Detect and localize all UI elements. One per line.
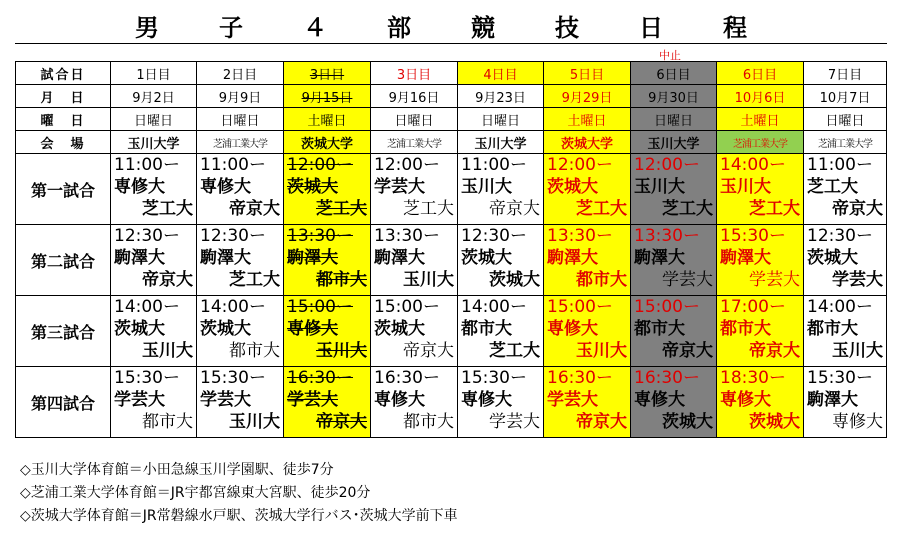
- team-a: 学芸大: [200, 390, 251, 410]
- team-b: 都市大: [576, 270, 627, 290]
- venue-notes: [20, 459, 458, 528]
- team-b: 帝京大: [316, 412, 367, 432]
- venue-cell: 芝浦工業大学: [371, 131, 458, 154]
- day-cell: 6日目: [717, 62, 804, 85]
- game-cell: [544, 367, 631, 438]
- team-b: 玉川大: [229, 412, 280, 432]
- game-cell: [111, 154, 197, 225]
- game-cell: [284, 225, 371, 296]
- game-time: 15:30ー: [807, 368, 873, 388]
- date-cell: 9月23日: [458, 85, 544, 108]
- row-game-3: [16, 296, 887, 367]
- game-cell: [717, 296, 804, 367]
- game-time: 16:30ー: [547, 368, 613, 388]
- title-underline: [15, 43, 887, 44]
- team-a: 駒澤大: [720, 248, 771, 268]
- team-a: 駒澤大: [374, 248, 425, 268]
- team-b: 芝工大: [316, 199, 367, 219]
- team-b: 都市大: [229, 341, 280, 361]
- day-cell: 1日目: [111, 62, 197, 85]
- team-b: 帝京大: [662, 341, 713, 361]
- cancelled-note: 中止: [659, 49, 681, 62]
- team-a: 学芸大: [114, 390, 165, 410]
- team-a: 玉川大: [634, 177, 685, 197]
- row-label-game: 第四試合: [16, 367, 111, 438]
- game-cell: [197, 367, 284, 438]
- row-game-4: [16, 367, 887, 438]
- venue-cell: 茨城大学: [284, 131, 371, 154]
- game-time: 12:30ー: [200, 226, 266, 246]
- team-a: 茨城大: [287, 177, 338, 197]
- day-cell: 3日目: [284, 62, 371, 85]
- team-b: 玉川大: [316, 341, 367, 361]
- team-a: 駒澤大: [634, 248, 685, 268]
- game-time: 15:00ー: [287, 297, 353, 317]
- game-time: 12:00ー: [374, 155, 440, 175]
- venue-cell: 芝浦工業大学: [197, 131, 284, 154]
- game-cell: [284, 296, 371, 367]
- venue-cell: 玉川大学: [458, 131, 544, 154]
- game-cell: [544, 225, 631, 296]
- date-cell: 9月2日: [111, 85, 197, 108]
- team-b: 都市大: [316, 270, 367, 290]
- date-cell: 9月9日: [197, 85, 284, 108]
- game-cell: [284, 154, 371, 225]
- game-time: 13:30ー: [547, 226, 613, 246]
- date-cell: 9月16日: [371, 85, 458, 108]
- game-cell: [631, 225, 717, 296]
- game-cell: [544, 154, 631, 225]
- game-cell: [458, 225, 544, 296]
- game-time: 16:30ー: [374, 368, 440, 388]
- game-time: 14:00ー: [200, 297, 266, 317]
- team-a: 茨城大: [547, 177, 598, 197]
- game-time: 15:30ー: [200, 368, 266, 388]
- team-b: 芝工大: [749, 199, 800, 219]
- game-cell: [717, 367, 804, 438]
- game-cell: [111, 367, 197, 438]
- game-cell: [631, 367, 717, 438]
- venue-cell: 茨城大学: [544, 131, 631, 154]
- team-a: 茨城大: [461, 248, 512, 268]
- team-a: 玉川大: [461, 177, 512, 197]
- game-time: 12:30ー: [807, 226, 873, 246]
- row-label-game: 第三試合: [16, 296, 111, 367]
- team-b: 玉川大: [832, 341, 883, 361]
- team-b: 帝京大: [576, 412, 627, 432]
- team-b: 玉川大: [576, 341, 627, 361]
- team-b: 茨城大: [749, 412, 800, 432]
- game-cell: [804, 296, 887, 367]
- game-time: 14:00ー: [720, 155, 786, 175]
- team-a: 都市大: [807, 319, 858, 339]
- weekday-cell: 土曜日: [544, 108, 631, 131]
- team-b: 学芸大: [749, 270, 800, 290]
- team-b: 芝工大: [489, 341, 540, 361]
- team-b: 玉川大: [142, 341, 193, 361]
- team-a: 学芸大: [547, 390, 598, 410]
- team-a: 駒澤大: [114, 248, 165, 268]
- venue-cell: 玉川大学: [111, 131, 197, 154]
- game-time: 13:30ー: [634, 226, 700, 246]
- game-cell: [804, 154, 887, 225]
- game-cell: [197, 225, 284, 296]
- game-cell: [284, 367, 371, 438]
- weekday-cell: 日曜日: [458, 108, 544, 131]
- team-a: 学芸大: [287, 390, 338, 410]
- team-a: 専修大: [547, 319, 598, 339]
- team-a: 専修大: [720, 390, 771, 410]
- team-a: 都市大: [720, 319, 771, 339]
- team-b: 帝京大: [832, 199, 883, 219]
- day-cell: 7日目: [804, 62, 887, 85]
- note-line: ◇茨城大学体育館＝JR常磐線水戸駅、茨城大学行バス･茨城大学前下車: [20, 508, 458, 524]
- game-cell: [197, 296, 284, 367]
- venue-cell: 玉川大学: [631, 131, 717, 154]
- game-cell: [371, 154, 458, 225]
- game-time: 14:00ー: [114, 297, 180, 317]
- team-b: 帝京大: [403, 341, 454, 361]
- team-a: 専修大: [634, 390, 685, 410]
- row-day: [16, 62, 887, 85]
- team-b: 芝工大: [403, 199, 454, 219]
- team-a: 専修大: [200, 177, 251, 197]
- game-cell: [631, 296, 717, 367]
- team-a: 専修大: [287, 319, 338, 339]
- row-label-venue: 会 場: [16, 131, 111, 154]
- game-time: 16:30ー: [287, 368, 353, 388]
- game-time: 11:00ー: [807, 155, 873, 175]
- game-time: 14:00ー: [461, 297, 527, 317]
- team-a: 玉川大: [720, 177, 771, 197]
- game-time: 13:30ー: [374, 226, 440, 246]
- game-time: 12:00ー: [634, 155, 700, 175]
- note-line: ◇玉川大学体育館＝小田急線玉川学園駅、徒歩7分: [20, 462, 334, 478]
- game-cell: [804, 367, 887, 438]
- day-cell: 6日目: [631, 62, 717, 85]
- team-b: 学芸大: [662, 270, 713, 290]
- game-cell: [111, 225, 197, 296]
- team-a: 専修大: [374, 390, 425, 410]
- weekday-cell: 日曜日: [111, 108, 197, 131]
- game-cell: [631, 154, 717, 225]
- game-time: 11:00ー: [461, 155, 527, 175]
- team-a: 駒澤大: [547, 248, 598, 268]
- date-cell: 9月29日: [544, 85, 631, 108]
- team-b: 茨城大: [489, 270, 540, 290]
- date-cell: 9月30日: [631, 85, 717, 108]
- team-b: 芝工大: [662, 199, 713, 219]
- row-date: [16, 85, 887, 108]
- row-label-date: 月 日: [16, 85, 111, 108]
- game-time: 15:30ー: [461, 368, 527, 388]
- weekday-cell: 土曜日: [284, 108, 371, 131]
- row-venue: [16, 131, 887, 154]
- weekday-cell: 日曜日: [371, 108, 458, 131]
- game-time: 12:00ー: [287, 155, 353, 175]
- game-cell: [458, 367, 544, 438]
- row-label-game: 第二試合: [16, 225, 111, 296]
- team-b: 都市大: [403, 412, 454, 432]
- date-cell: 10月6日: [717, 85, 804, 108]
- team-b: 帝京大: [142, 270, 193, 290]
- team-a: 都市大: [461, 319, 512, 339]
- game-cell: [544, 296, 631, 367]
- schedule-table: [15, 61, 887, 438]
- game-time: 15:00ー: [634, 297, 700, 317]
- team-b: 都市大: [142, 412, 193, 432]
- game-cell: [197, 154, 284, 225]
- game-time: 12:30ー: [461, 226, 527, 246]
- game-time: 18:30ー: [720, 368, 786, 388]
- game-time: 16:30ー: [634, 368, 700, 388]
- row-game-1: [16, 154, 887, 225]
- venue-cell: 芝浦工業大学: [717, 131, 804, 154]
- game-time: 12:00ー: [547, 155, 613, 175]
- team-b: 帝京大: [489, 199, 540, 219]
- game-cell: [717, 225, 804, 296]
- game-time: 15:30ー: [720, 226, 786, 246]
- game-cell: [804, 225, 887, 296]
- row-game-2: [16, 225, 887, 296]
- game-time: 11:00ー: [114, 155, 180, 175]
- row-label-weekday: 曜 日: [16, 108, 111, 131]
- team-b: 芝工大: [576, 199, 627, 219]
- team-b: 学芸大: [832, 270, 883, 290]
- game-cell: [371, 225, 458, 296]
- weekday-cell: 日曜日: [197, 108, 284, 131]
- team-a: 学芸大: [374, 177, 425, 197]
- row-weekday: [16, 108, 887, 131]
- venue-cell: 芝浦工業大学: [804, 131, 887, 154]
- game-cell: [371, 367, 458, 438]
- day-cell: 3日目: [371, 62, 458, 85]
- day-cell: 4日目: [458, 62, 544, 85]
- game-time: 12:30ー: [114, 226, 180, 246]
- team-a: 茨城大: [807, 248, 858, 268]
- weekday-cell: 日曜日: [804, 108, 887, 131]
- date-cell: 9月15日: [284, 85, 371, 108]
- team-b: 茨城大: [662, 412, 713, 432]
- team-b: 芝工大: [229, 270, 280, 290]
- team-a: 茨城大: [200, 319, 251, 339]
- team-b: 玉川大: [403, 270, 454, 290]
- game-cell: [371, 296, 458, 367]
- game-time: 17:00ー: [720, 297, 786, 317]
- team-a: 駒澤大: [807, 390, 858, 410]
- team-a: 芝工大: [807, 177, 858, 197]
- team-a: 茨城大: [374, 319, 425, 339]
- team-b: 芝工大: [142, 199, 193, 219]
- team-a: 駒澤大: [200, 248, 251, 268]
- team-b: 帝京大: [229, 199, 280, 219]
- team-a: 専修大: [114, 177, 165, 197]
- game-cell: [458, 296, 544, 367]
- team-a: 専修大: [461, 390, 512, 410]
- team-b: 学芸大: [489, 412, 540, 432]
- team-b: 専修大: [832, 412, 883, 432]
- game-cell: [717, 154, 804, 225]
- game-time: 11:00ー: [200, 155, 266, 175]
- team-a: 駒澤大: [287, 248, 338, 268]
- team-a: 都市大: [634, 319, 685, 339]
- day-cell: 5日目: [544, 62, 631, 85]
- row-label-game: 第一試合: [16, 154, 111, 225]
- weekday-cell: 土曜日: [717, 108, 804, 131]
- game-time: 15:00ー: [547, 297, 613, 317]
- weekday-cell: 日曜日: [631, 108, 717, 131]
- game-time: 13:30ー: [287, 226, 353, 246]
- page-title: 男 子 ４ 部 競 技 日 程: [135, 14, 765, 42]
- team-b: 帝京大: [749, 341, 800, 361]
- game-time: 14:00ー: [807, 297, 873, 317]
- game-cell: [111, 296, 197, 367]
- row-label-day: 試合日: [16, 62, 111, 85]
- date-cell: 10月7日: [804, 85, 887, 108]
- game-time: 15:30ー: [114, 368, 180, 388]
- team-a: 茨城大: [114, 319, 165, 339]
- game-cell: [458, 154, 544, 225]
- game-time: 15:00ー: [374, 297, 440, 317]
- day-cell: 2日目: [197, 62, 284, 85]
- note-line: ◇芝浦工業大学体育館＝JR宇都宮線東大宮駅、徒歩20分: [20, 485, 371, 501]
